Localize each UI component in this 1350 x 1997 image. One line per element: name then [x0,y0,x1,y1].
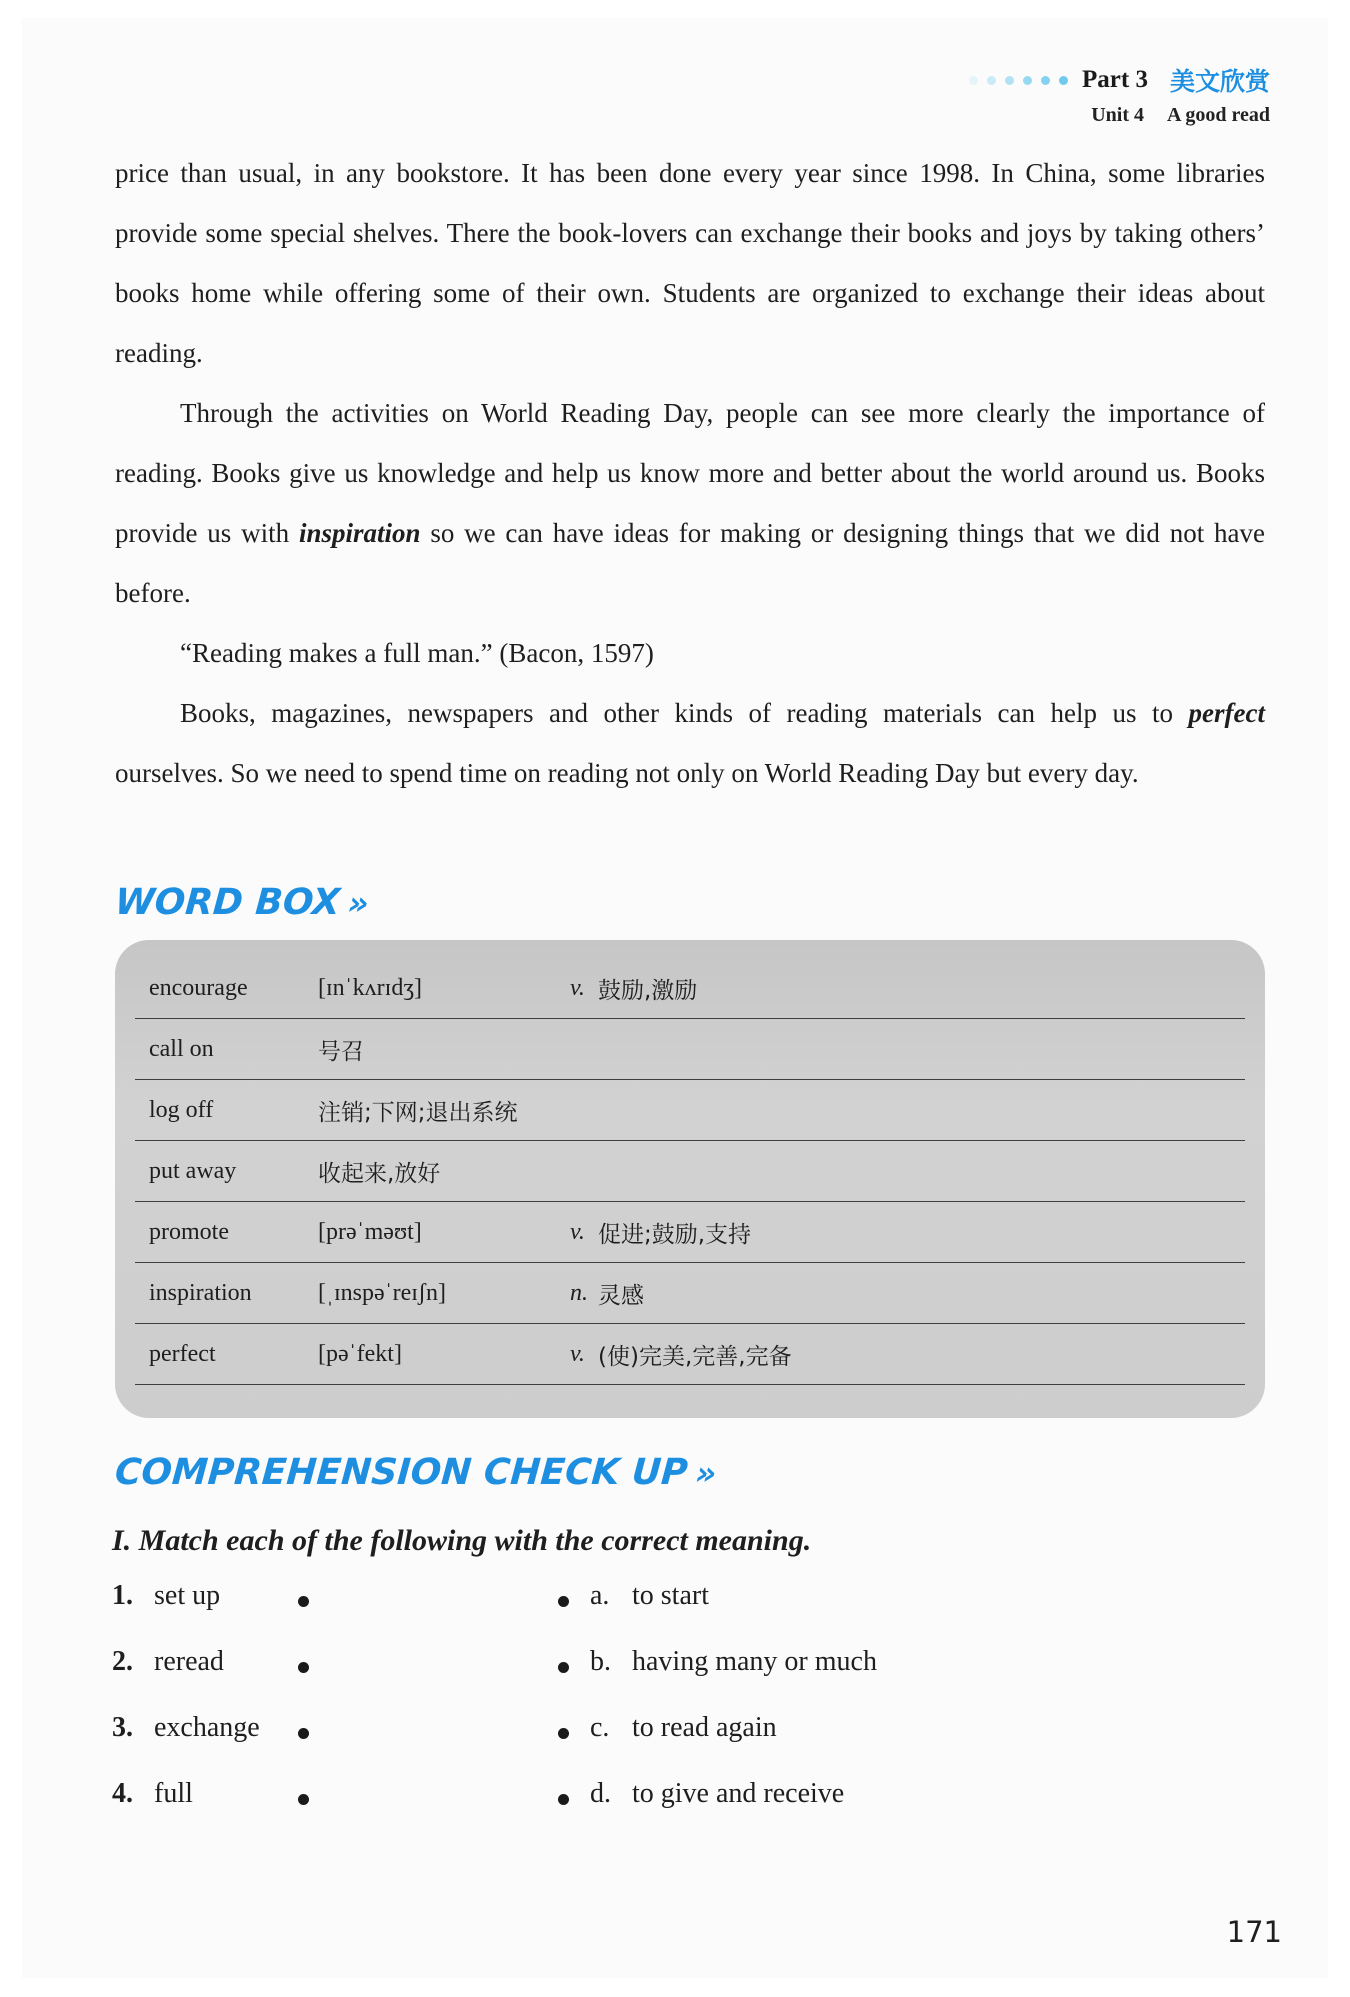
match-dot-left[interactable] [298,1794,309,1805]
word-box-heading: WORD BOX » [113,882,371,923]
word-row: call on 号召 [135,1019,1245,1080]
match-dot-left[interactable] [298,1596,309,1607]
keyword-perfect: perfect [1188,698,1265,728]
exercise-instruction: I. Match each of the following with the correct meaning. [112,1524,812,1557]
word-row: perfect [pəˈfekt] v. (使)完美,完善,完备 [135,1324,1245,1385]
chevron-right-icon: » [694,1454,718,1492]
match-item: 1. set up a. to start [112,1580,709,1611]
part-chinese-title: 美文欣赏 [1169,67,1270,96]
keyword-inspiration: inspiration [298,518,421,548]
match-item: 2. reread b. having many or much [112,1646,877,1677]
paragraph-4: Books, magazines, newspapers and other kinds of reading materials can help us to perfect ourselves. So we need to spend time on reading not only on World Reading Day but every day. [115,698,1265,788]
word-row: promote [prəˈməʊt] v. 促进;鼓励,支持 [135,1202,1245,1263]
word-row: put away 收起来,放好 [135,1141,1245,1202]
match-dot-right[interactable] [558,1662,569,1673]
unit-label: Unit 4 [1091,104,1145,126]
match-dot-right[interactable] [558,1596,569,1607]
match-dot-right[interactable] [558,1728,569,1739]
comprehension-heading: COMPREHENSION CHECK UP » [113,1452,718,1493]
quote-paragraph: “Reading makes a full man.” (Bacon, 1597) [180,638,654,668]
match-dot-right[interactable] [558,1794,569,1805]
page-number: 171 [1226,1915,1282,1949]
match-dot-left[interactable] [298,1662,309,1673]
unit-title: A good read [1167,104,1270,126]
decorative-dots [969,76,1068,85]
word-row: encourage [ɪnˈkʌrɪdʒ] v. 鼓励,激励 [135,958,1245,1019]
running-header [969,62,1270,127]
paragraph-2: Through the activities on World Reading Day, people can see more clearly the importance of reading. Books give us knowledge and help us know more and better about the world around us. Books provide us with inspiration so we can have ideas for making or designing things that we did not have before. [115,398,1265,608]
paragraph-1: price than usual, in any bookstore. It has been done every year since 1998. In China, some libraries provide some special shelves. There the book-lovers can exchange their books and joys by taking others’ books home while offering some of their own. Students are organized to exchange their ideas about reading. [115,158,1265,368]
reading-passage [115,143,1265,803]
word-row: log off 注销;下网;退出系统 [135,1080,1245,1141]
part-label: Part 3 [1082,66,1148,93]
chevron-right-icon: » [346,884,371,922]
match-item: 4. full d. to give and receive [112,1778,845,1809]
word-row: inspiration [ˌɪnspəˈreɪʃn] n. 灵感 [135,1263,1245,1324]
match-item: 3. exchange c. to read again [112,1712,777,1743]
word-box [115,940,1265,1418]
match-dot-left[interactable] [298,1728,309,1739]
